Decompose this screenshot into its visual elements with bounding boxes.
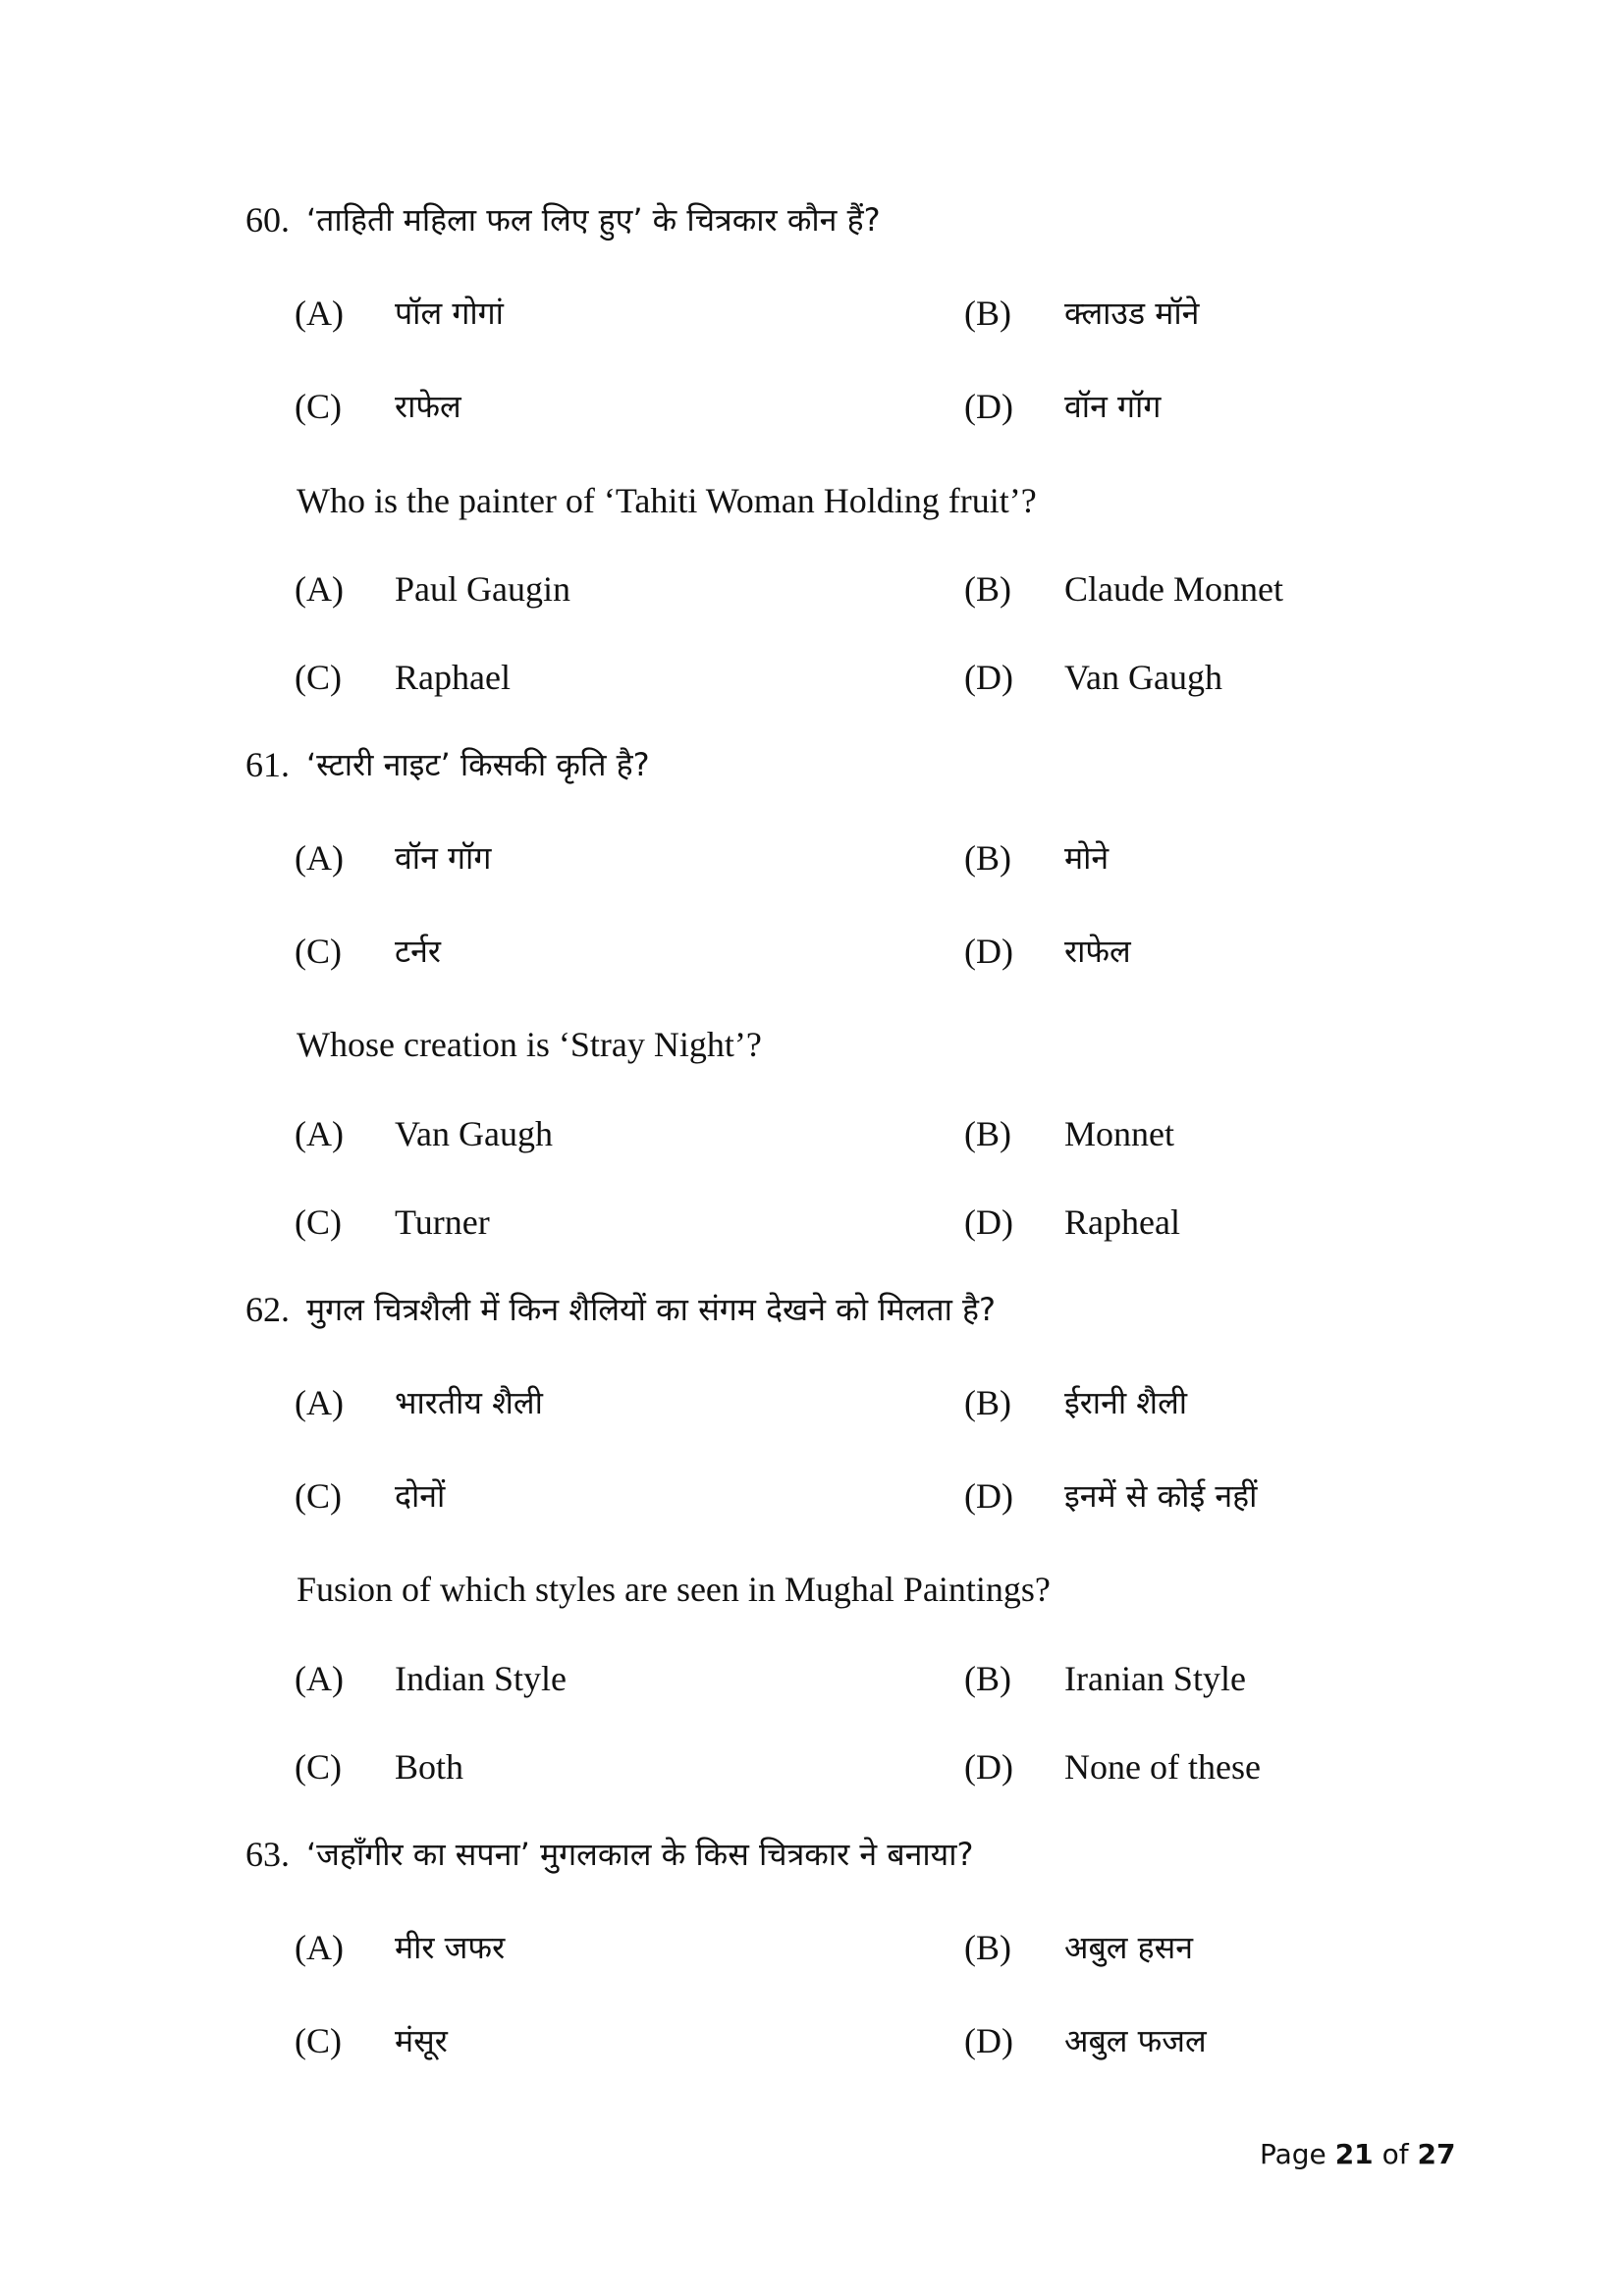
- option-label: (D): [964, 1476, 1013, 1516]
- option-text: Claude Monnet: [1064, 569, 1283, 609]
- option-text: दोनों: [395, 1477, 446, 1515]
- option-label: (D): [964, 2021, 1013, 2060]
- option-text: Van Gaugh: [395, 1114, 553, 1153]
- question-text: Fusion of which styles are seen in Mughal Paintings?: [297, 1570, 1051, 1609]
- question-text: ‘स्टारी नाइट’ किसकी कृति है?: [306, 746, 650, 783]
- option-label: (B): [964, 569, 1011, 609]
- page-of: of: [1381, 2138, 1409, 2170]
- option-label: (C): [295, 2021, 342, 2060]
- option-text: Van Gaugh: [1064, 658, 1222, 697]
- option-label: (A): [295, 569, 344, 609]
- option-text: Turner: [395, 1202, 490, 1242]
- option-text: None of these: [1064, 1747, 1261, 1787]
- question-number: 63.: [245, 1835, 290, 1874]
- page-current: 21: [1334, 2138, 1374, 2170]
- option-label: (D): [964, 932, 1013, 971]
- option-label: (A): [295, 294, 344, 333]
- option-label: (B): [964, 838, 1011, 878]
- option-label: (B): [964, 1114, 1011, 1153]
- option-text: Raphael: [395, 658, 511, 697]
- option-text: टर्नर: [395, 933, 441, 970]
- option-label: (C): [295, 1202, 342, 1242]
- option-text: राफेल: [395, 388, 461, 425]
- option-text: पॉल गोगां: [395, 294, 504, 332]
- option-text: मंसूर: [395, 2022, 448, 2059]
- option-text: Paul Gaugin: [395, 569, 570, 609]
- option-text: इनमें से कोई नहीं: [1064, 1477, 1258, 1515]
- question-text: ‘जहाँगीर का सपना’ मुगलकाल के किस चित्रकार ने बनाया?: [306, 1836, 974, 1873]
- option-label: (A): [295, 838, 344, 878]
- option-text: Rapheal: [1064, 1202, 1180, 1242]
- option-label: (A): [295, 1114, 344, 1153]
- option-label: (A): [295, 1928, 344, 1967]
- question-text: मुगल चित्रशैली में किन शैलियों का संगम देखने को मिलता है?: [306, 1291, 997, 1328]
- option-label: (C): [295, 932, 342, 971]
- option-label: (C): [295, 658, 342, 697]
- page-prefix: Page: [1260, 2138, 1326, 2170]
- question-number: 61.: [245, 745, 290, 784]
- option-text: Both: [395, 1747, 464, 1787]
- option-text: क्लाउड मॉने: [1064, 294, 1200, 332]
- option-label: (B): [964, 1383, 1011, 1422]
- question-number: 60.: [245, 200, 290, 240]
- option-label: (A): [295, 1383, 344, 1422]
- option-text: Iranian Style: [1064, 1659, 1246, 1698]
- option-label: (D): [964, 1202, 1013, 1242]
- option-text: वॉन गॉग: [1064, 388, 1162, 425]
- option-text: मीर जफर: [395, 1929, 506, 1966]
- option-text: अबुल हसन: [1064, 1929, 1193, 1966]
- option-label: (D): [964, 658, 1013, 697]
- option-text: भारतीय शैली: [395, 1384, 543, 1421]
- option-label: (C): [295, 1747, 342, 1787]
- option-label: (A): [295, 1659, 344, 1698]
- option-label: (C): [295, 387, 342, 426]
- option-text: राफेल: [1064, 933, 1131, 970]
- page-number: [1260, 2138, 1455, 2170]
- option-label: (D): [964, 1747, 1013, 1787]
- option-label: (B): [964, 294, 1011, 333]
- option-text: अबुल फजल: [1064, 2022, 1207, 2059]
- question-text: Whose creation is ‘Stray Night’?: [297, 1025, 762, 1064]
- page-total: 27: [1417, 2138, 1456, 2170]
- option-text: Indian Style: [395, 1659, 567, 1698]
- option-text: Monnet: [1064, 1114, 1174, 1153]
- option-label: (C): [295, 1476, 342, 1516]
- option-text: ईरानी शैली: [1064, 1384, 1188, 1421]
- option-label: (B): [964, 1928, 1011, 1967]
- question-number: 62.: [245, 1290, 290, 1329]
- option-label: (B): [964, 1659, 1011, 1698]
- option-text: वॉन गॉग: [395, 839, 492, 877]
- question-text: Who is the painter of ‘Tahiti Woman Holding fruit’?: [297, 481, 1037, 520]
- option-label: (D): [964, 387, 1013, 426]
- option-text: मोने: [1064, 839, 1110, 877]
- question-text: ‘ताहिती महिला फल लिए हुए’ के चित्रकार कौन हैं?: [306, 201, 881, 239]
